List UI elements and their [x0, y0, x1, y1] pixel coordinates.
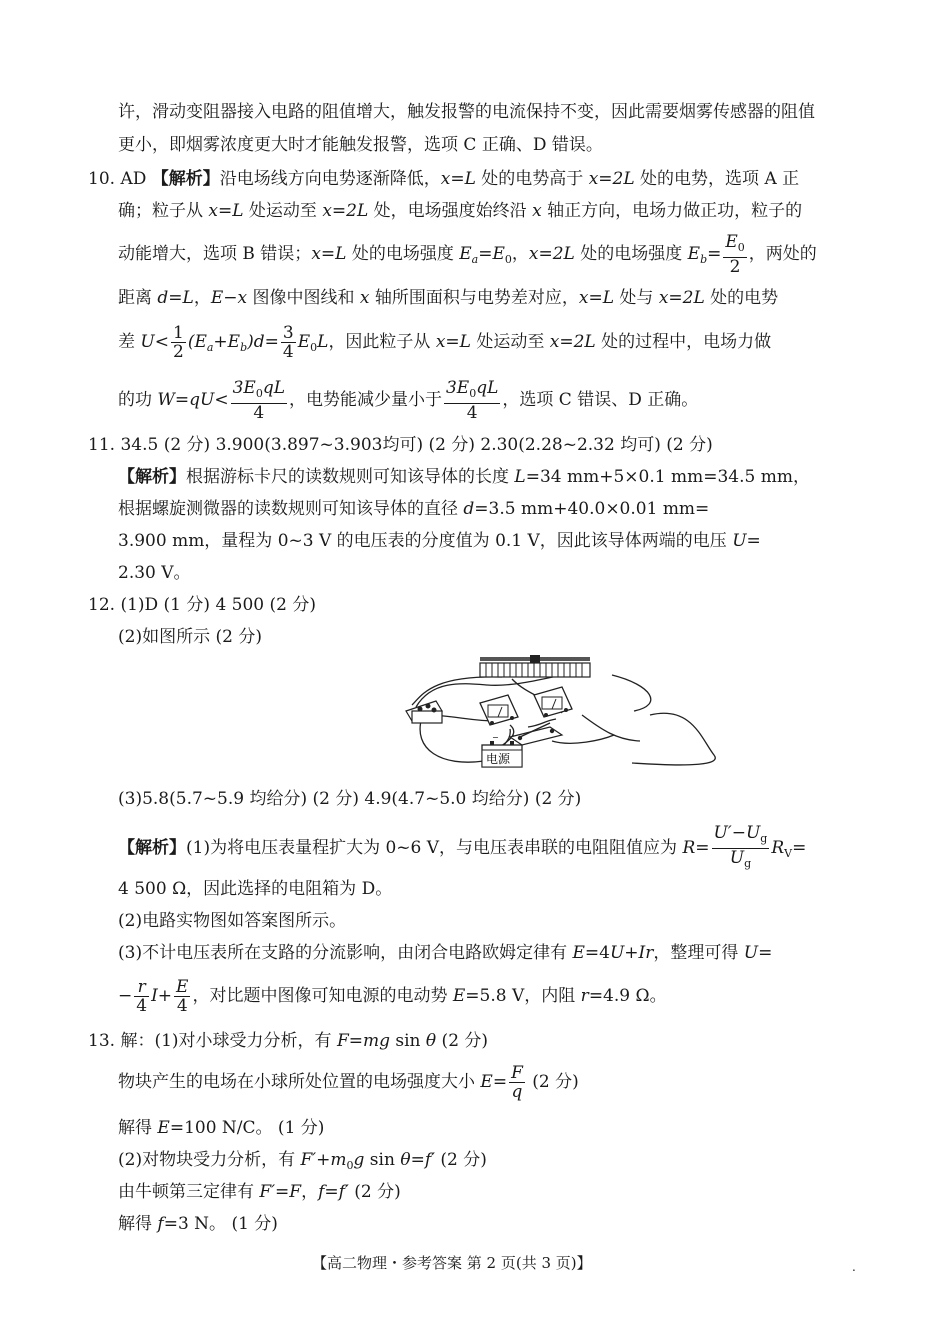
t: 处运动至 [470, 332, 550, 352]
fraction [723, 233, 746, 276]
t: L [317, 332, 329, 352]
t: x=L [578, 288, 615, 308]
wire [552, 735, 614, 743]
t: (2 分) [434, 1150, 487, 1170]
t: 1 [172, 323, 184, 343]
t: =f′ [410, 1150, 435, 1170]
wire [632, 713, 715, 765]
t: θ [425, 1031, 437, 1051]
t: F′+m [300, 1150, 347, 1170]
wire [582, 715, 640, 741]
text-line: 许，滑动变阻器接入电路的阻值增大，触发报警的电流保持不变，因此需要烟雾传感器的阻值 [118, 102, 815, 122]
t: 沿电场线方向电势逐渐降低， [219, 169, 441, 189]
t: r [580, 986, 589, 1006]
t: E−x [210, 288, 248, 308]
t: =4 [584, 943, 610, 963]
t: x=2L [658, 288, 705, 308]
wire [420, 717, 484, 762]
t: g [744, 857, 752, 870]
t: F [511, 1063, 523, 1083]
t: 图像中图线和 [247, 288, 360, 308]
t: E [452, 986, 466, 1006]
q12-line-4 [118, 942, 772, 964]
q12-line-3: (2)电路实物图如答案图所示。 [118, 911, 347, 931]
t: 3E [232, 378, 256, 398]
t: b [240, 341, 248, 354]
q12-line-2: 4 500 Ω，因此选择的电阻箱为 D。 [118, 879, 393, 899]
analysis-tag: 【解析】 [118, 467, 186, 487]
t: U [609, 943, 625, 963]
t: =4.9 Ω。 [588, 986, 667, 1006]
t: ，选项 C 错误、D 正确。 [502, 390, 699, 410]
q10-line-2 [118, 200, 802, 222]
t: x=2L [588, 169, 635, 189]
t: x=L [311, 244, 347, 264]
t: F=mg [336, 1031, 390, 1051]
t: U [732, 531, 747, 551]
t: U [140, 332, 155, 352]
t: x=L [440, 169, 476, 189]
t: x [359, 288, 370, 308]
fraction [231, 379, 287, 422]
t: E [492, 244, 505, 264]
t: < [154, 332, 169, 352]
t: F′=F [259, 1182, 302, 1202]
t: V [784, 847, 793, 860]
q12-answer-3: (3)5.8(5.7~5.9 均给分) (2 分) 4.9(4.7~5.0 均给分) (2 分) [118, 789, 582, 809]
t: =3 N。 (1 分) [163, 1214, 278, 1234]
t: 轴正方向，电场力做正功，粒子的 [541, 201, 803, 221]
t: 处的电势高于 [475, 169, 589, 189]
t: E [725, 232, 738, 252]
t: x=2L [549, 332, 596, 352]
fraction [444, 379, 500, 422]
t: 2 [729, 257, 741, 277]
t: 处，电场强度始终沿 [368, 201, 533, 221]
t: E [176, 977, 189, 997]
t: 4 [136, 996, 148, 1016]
t: ，对比题中图像可知电源的电动势 [192, 986, 453, 1006]
t: f [157, 1214, 164, 1234]
t: E [687, 244, 701, 264]
q12-line-5 [118, 974, 667, 1018]
q10-line-1 [88, 168, 799, 190]
t: x=2L [322, 201, 369, 221]
t: x=2L [528, 244, 575, 264]
t: 物块产生的电场在小球所处位置的电场强度大小 [118, 1072, 481, 1092]
t: =34 mm+5×0.1 mm=34.5 mm， [525, 467, 810, 487]
q13-line-2 [118, 1060, 579, 1104]
t: 根据螺旋测微器的读数规则可知该导体的直径 [118, 499, 464, 519]
q12-answer-2: (2)如图所示 (2 分) [118, 627, 262, 647]
t: =3.5 mm+40.0×0.01 mm= [474, 499, 710, 519]
t: x [532, 201, 542, 221]
t: +E [213, 332, 241, 352]
t: 根据游标卡尺的读数规则可知该导体的长度 [186, 467, 515, 487]
t: q [511, 1082, 523, 1102]
wire [612, 675, 651, 711]
text-line: 更小，即烟雾浓度更大时才能触发报警，选项 C 正确、D 错误。 [118, 135, 603, 155]
t: E [297, 332, 311, 352]
t: ，两处的 [748, 244, 817, 264]
t: 处运动至 [243, 201, 323, 221]
t: 处的电场强度 [346, 244, 460, 264]
t: qL [476, 378, 499, 398]
t: 距离 [118, 288, 158, 308]
t: L [514, 467, 526, 487]
q10-line-4 [118, 287, 778, 309]
fraction [174, 978, 190, 1015]
t: = [792, 838, 807, 858]
q11-line-1 [118, 466, 810, 488]
circuit-figure [402, 655, 742, 780]
wire [528, 719, 556, 727]
t: 由牛顿第三定律有 [118, 1182, 260, 1202]
t: r [134, 978, 149, 997]
t: + [157, 986, 173, 1006]
fraction [134, 978, 149, 1015]
fraction [509, 1064, 525, 1101]
t: 动能增大，选项 B 错误； [118, 244, 312, 264]
t: )d= [247, 332, 279, 352]
t: 解得 [118, 1118, 158, 1138]
q13-line-3 [118, 1117, 324, 1139]
t: 0 [255, 387, 263, 400]
q11-answer: 11. 34.5 (2 分) 3.900(3.897~3.903均可) (2 分) 2.30(2.28~2.32 均可) (2 分) [88, 435, 713, 455]
t: Ir [638, 943, 654, 963]
t: (E [187, 332, 207, 352]
t: ， [511, 244, 529, 264]
t: 处的电场强度 [574, 244, 688, 264]
t: (2 分) [348, 1182, 401, 1202]
t: U [743, 943, 759, 963]
analysis-tag: 【解析】 [118, 838, 186, 858]
t: = [492, 1072, 508, 1092]
t: = [707, 244, 722, 264]
t: f=f′ [318, 1182, 349, 1202]
fraction [171, 324, 186, 361]
q11-line-4: 2.30 V。 [118, 563, 191, 583]
t: (3)不计电压表所在支路的分流影响，由闭合电路欧姆定律有 [118, 943, 573, 963]
ammeter [534, 687, 572, 717]
t: qL [262, 378, 285, 398]
t: 0 [469, 387, 477, 400]
t: U [729, 848, 745, 868]
q13-line-4 [118, 1149, 487, 1177]
t: d [463, 499, 475, 519]
minus-sign: − [492, 733, 499, 742]
q10-number: 10. AD [88, 169, 147, 189]
t: 处的过程中，电场力做 [595, 332, 772, 352]
t: E [157, 1118, 170, 1138]
t: U′−U [713, 823, 761, 843]
t: d=L [157, 288, 194, 308]
q11-line-3 [118, 530, 761, 552]
q13-line-1 [88, 1030, 488, 1052]
q13-line-5 [118, 1181, 401, 1203]
t: x=L [435, 332, 471, 352]
t: W=qU< [157, 390, 229, 410]
t: 处的电势，选项 A 正 [634, 169, 800, 189]
t: 3.900 mm，量程为 0~3 V 的电压表的分度值为 0.1 V，因此该导体两端的电压 [118, 531, 733, 551]
t: 13. 解：(1)对小球受力分析，有 [88, 1031, 337, 1051]
t: (2 分) [436, 1031, 489, 1051]
q10-line-6 [118, 378, 698, 422]
t: 2 [172, 342, 184, 362]
t: E [480, 1072, 493, 1092]
corner-mark: . [852, 1260, 856, 1274]
t: 解得 [118, 1214, 158, 1234]
t: =5.8 V，内阻 [465, 986, 581, 1006]
t: 0 [346, 1159, 354, 1172]
q12-line-1 [118, 824, 806, 876]
t: R [682, 838, 696, 858]
t: = [746, 531, 761, 551]
t: (1)为将电压表量程扩大为 0~6 V，与电压表串联的电阻阻值应为 [186, 838, 683, 858]
q12-answer-1: 12. (1)D (1 分) 4 500 (2 分) [88, 595, 316, 615]
t: ，因此粒子从 [328, 332, 436, 352]
t: = [478, 244, 493, 264]
t: + [624, 943, 639, 963]
t: 0 [504, 253, 512, 266]
t: (2)对物块受力分析，有 [118, 1150, 301, 1170]
t: E [459, 244, 472, 264]
t: x=L [208, 201, 244, 221]
q10-line-5 [118, 320, 771, 370]
t: a [206, 341, 214, 354]
t: =100 N/C。 (1 分) [169, 1118, 325, 1138]
t: 处与 [614, 288, 659, 308]
t: 差 [118, 332, 141, 352]
t: 3E [445, 378, 470, 398]
t: ，整理可得 [653, 943, 744, 963]
t: = [758, 943, 773, 963]
t: 0 [310, 341, 318, 354]
t: − [118, 986, 133, 1006]
t: g [760, 832, 768, 845]
t: g [353, 1150, 365, 1170]
t: (2 分) [526, 1072, 579, 1092]
analysis-tag: 【解析】 [151, 169, 220, 189]
t: ， [193, 288, 211, 308]
t: ， [301, 1182, 319, 1202]
resistance-box [406, 701, 442, 723]
rheostat [480, 655, 590, 677]
page-footer: 【高二物理・参考答案 第 2 页(共 3 页)】 [312, 1254, 592, 1272]
t: 处的电势 [704, 288, 779, 308]
t: = [695, 838, 710, 858]
t: 轴所围面积与电势差对应， [369, 288, 579, 308]
q11-line-2 [118, 498, 709, 520]
q13-line-6 [118, 1213, 278, 1235]
t: R [771, 838, 785, 858]
t: 4 [253, 403, 265, 423]
t: 4 [282, 342, 294, 362]
t: ，电势能减少量小于 [288, 390, 442, 410]
fraction [712, 824, 770, 873]
t: 4 [466, 403, 478, 423]
t: E [572, 943, 585, 963]
t: I [151, 986, 158, 1006]
fraction [281, 324, 296, 361]
t: sin [364, 1150, 401, 1170]
t: θ [400, 1150, 411, 1170]
q10-line-3 [118, 232, 817, 282]
t: 0 [737, 241, 745, 254]
t: 的功 [118, 390, 158, 410]
t: b [700, 253, 708, 266]
power-source-label: 电源 [486, 752, 511, 766]
t: sin [389, 1031, 426, 1051]
t: 确；粒子从 [118, 201, 209, 221]
t: 4 [176, 996, 188, 1016]
t: a [471, 253, 479, 266]
t: 3 [282, 323, 294, 343]
